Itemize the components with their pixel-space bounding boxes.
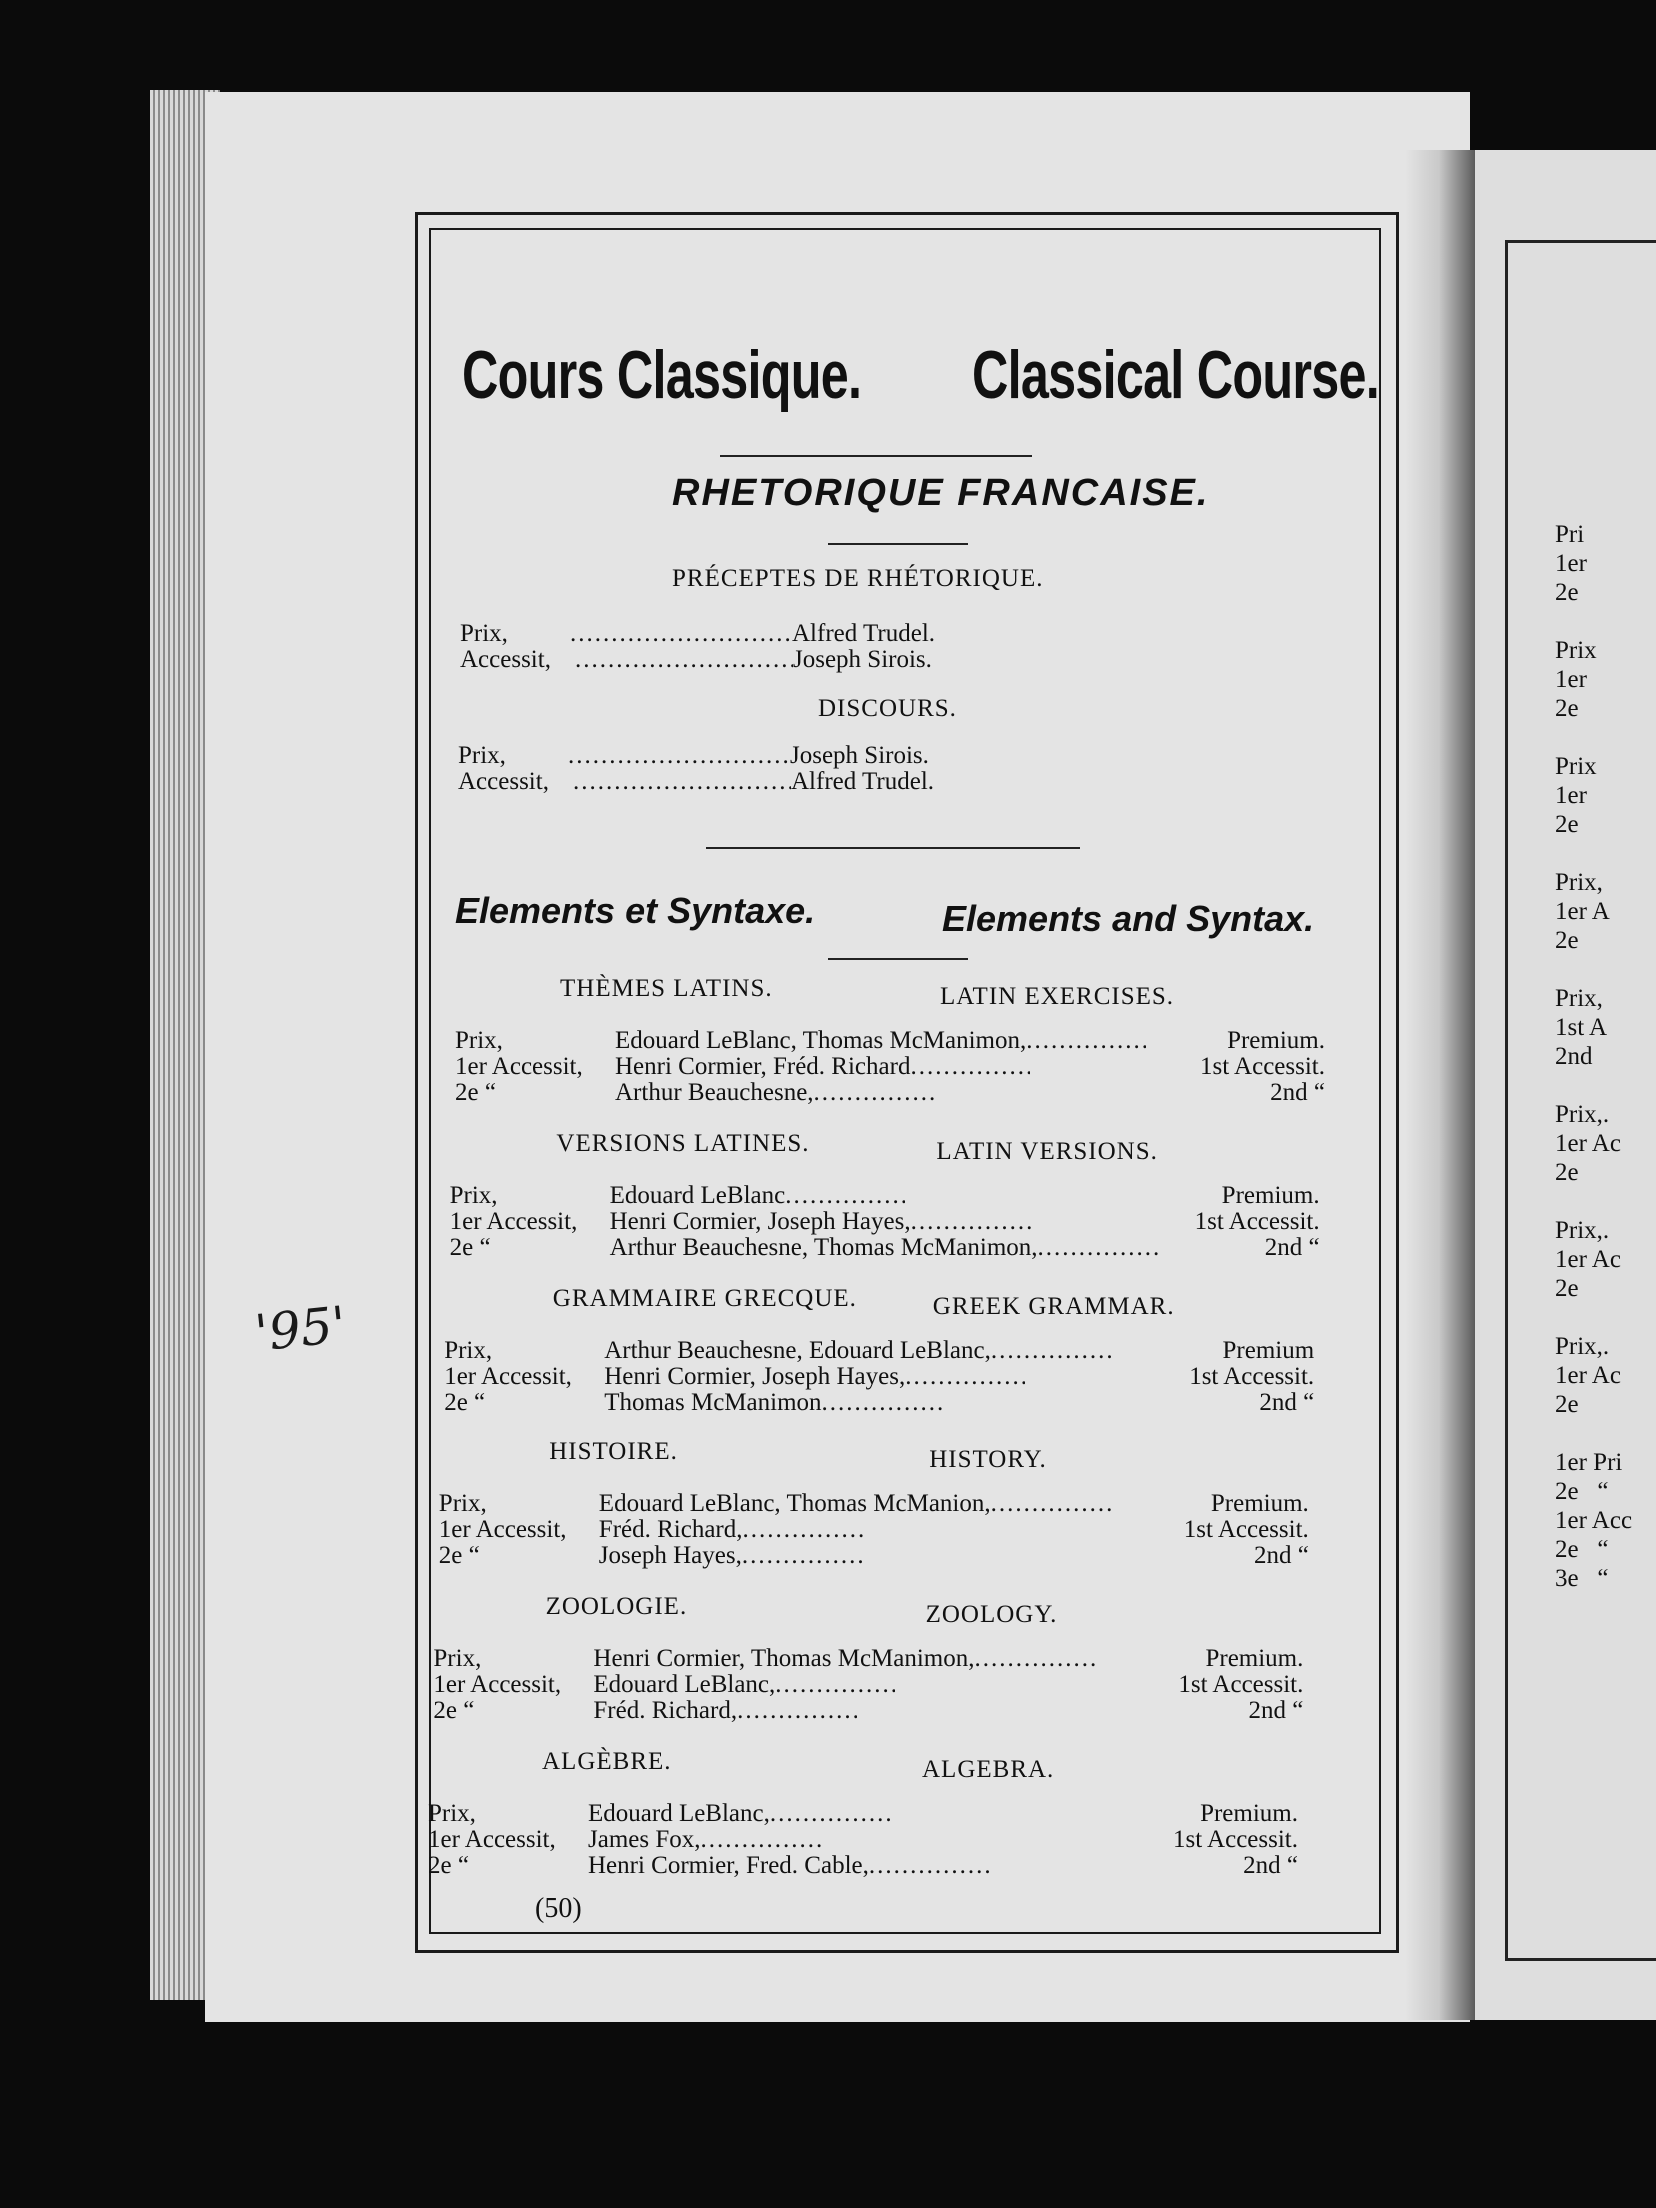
row-names: Edouard LeBlanc,: [593, 1671, 776, 1698]
leader-dots: [770, 1800, 890, 1828]
subject-title-en: LATIN VERSIONS.: [936, 1138, 1158, 1165]
row-names: Fréd. Richard,: [598, 1516, 743, 1543]
award-row: [460, 646, 932, 674]
leader-dots: [991, 1490, 1111, 1518]
row-names: Edouard LeBlanc: [609, 1182, 786, 1209]
rule: [828, 958, 968, 960]
award-row: [450, 1234, 1320, 1262]
row-label: 2e “: [428, 1852, 469, 1879]
section-heading-rhetorique: RHETORIQUE FRANCAISE.: [672, 472, 1210, 514]
row-label: Prix,: [449, 1182, 498, 1209]
leader-dots: [575, 646, 793, 674]
row-award: Premium.: [1227, 1027, 1325, 1054]
award-row: [458, 768, 934, 796]
leader-dots: [775, 1671, 895, 1699]
subject-title-en: GREEK GRAMMAR.: [932, 1293, 1175, 1320]
subject-title-fr: HISTOIRE.: [549, 1438, 678, 1465]
award-row: [455, 1079, 1325, 1107]
row-names: Henri Cormier, Joseph Hayes,: [609, 1208, 911, 1235]
section-heading-elements-fr: Elements et Syntaxe.: [455, 890, 816, 931]
page-number: (50): [535, 1893, 582, 1924]
award-row: [439, 1516, 1309, 1544]
leader-dots: [905, 1363, 1025, 1391]
handwritten-margin-note: '95': [252, 1295, 349, 1363]
row-names: Fréd. Richard,: [593, 1697, 738, 1724]
leader-dots: [1026, 1027, 1146, 1055]
row-label: 2e “: [449, 1234, 491, 1261]
title-english: Classical Course.: [972, 337, 1379, 413]
row-names: Arthur Beauchesne, Edouard LeBlanc,: [604, 1337, 991, 1364]
row-names: Alfred Trudel.: [792, 620, 936, 647]
row-label: Accessit,: [460, 646, 551, 673]
row-names: Henri Cormier, Thomas McManimon,: [593, 1645, 975, 1672]
award-row: [444, 1337, 1314, 1365]
row-award: 1st Accessit.: [1178, 1671, 1304, 1698]
row-award: 2nd “: [1270, 1079, 1325, 1106]
row-award: 2nd “: [1253, 1542, 1309, 1569]
row-award: 2nd “: [1248, 1697, 1304, 1724]
row-label: Prix,: [460, 620, 508, 647]
subject-title-fr: ZOOLOGIE.: [545, 1593, 688, 1620]
row-names: Edouard LeBlanc, Thomas McManimon,: [615, 1027, 1027, 1054]
row-names: Edouard LeBlanc,: [588, 1800, 770, 1827]
leader-dots: [743, 1516, 863, 1544]
row-label: 1er Accessit,: [433, 1671, 562, 1698]
award-row: [428, 1800, 1298, 1828]
subject-title-fr: VERSIONS LATINES.: [556, 1130, 810, 1157]
row-award: Premium: [1222, 1337, 1315, 1364]
row-label: 1er Accessit,: [444, 1363, 572, 1390]
leader-dots: [869, 1852, 989, 1880]
leader-dots: [814, 1079, 934, 1107]
leader-dots: [570, 620, 792, 648]
award-row: [439, 1542, 1309, 1570]
row-label: Prix,: [458, 742, 506, 769]
subject-title-fr: ALGÈBRE.: [542, 1748, 672, 1775]
row-label: 1er Accessit,: [449, 1208, 578, 1235]
subject-title-en: LATIN EXERCISES.: [940, 983, 1175, 1010]
row-award: 2nd “: [1243, 1852, 1298, 1879]
leader-dots: [991, 1337, 1111, 1365]
row-award: 1st Accessit.: [1194, 1208, 1320, 1235]
award-row: [439, 1490, 1309, 1518]
row-award: Premium.: [1210, 1490, 1309, 1517]
leader-dots: [911, 1208, 1031, 1236]
rule: [720, 455, 1032, 457]
row-label: Prix,: [444, 1337, 493, 1364]
award-row: [428, 1826, 1298, 1854]
subsection-title: DISCOURS.: [818, 695, 957, 722]
award-row: [433, 1697, 1303, 1725]
row-names: Henri Cormier, Fréd. Richard: [615, 1053, 911, 1080]
row-label: Prix,: [438, 1490, 487, 1517]
leader-dots: [573, 768, 791, 796]
award-row: [433, 1671, 1303, 1699]
award-row: [444, 1389, 1314, 1417]
row-label: 2e “: [455, 1079, 496, 1106]
row-names: Arthur Beauchesne,: [615, 1079, 814, 1106]
row-label: 2e “: [438, 1542, 480, 1569]
row-award: 2nd “: [1259, 1389, 1315, 1416]
row-award: 2nd “: [1264, 1234, 1320, 1261]
award-row: [455, 1027, 1325, 1055]
row-award: 1st Accessit.: [1183, 1516, 1309, 1543]
leader-dots: [975, 1645, 1095, 1673]
row-label: Prix,: [455, 1027, 503, 1054]
row-names: Joseph Hayes,: [598, 1542, 742, 1569]
subject-title-en: ALGEBRA.: [922, 1756, 1055, 1783]
rule: [706, 847, 1080, 849]
award-row: [428, 1852, 1298, 1880]
row-names: James Fox,: [588, 1826, 701, 1853]
leader-dots: [737, 1697, 857, 1725]
row-label: 1er Accessit,: [428, 1826, 556, 1853]
leader-dots: [785, 1182, 905, 1210]
facing-page-text: Pri 1er 2e Prix 1er 2e Prix 1er 2e Prix, 1er A 2e Prix, 1st A 2nd Prix,. 1er Ac 2e Prix,. 1er Ac 2e Prix,. 1er Ac 2e 1er Pri 2e “ 1er Acc 2e “ 3e “: [1555, 521, 1633, 1592]
row-names: Henri Cormier, Fred. Cable,: [588, 1852, 869, 1879]
leader-dots: [910, 1053, 1030, 1081]
row-label: Prix,: [433, 1645, 482, 1672]
award-row: [458, 742, 929, 770]
row-names: Joseph Sirois.: [793, 646, 932, 673]
subject-title-fr: THÈMES LATINS.: [560, 975, 773, 1002]
title-french: Cours Classique.: [462, 337, 862, 413]
row-names: Edouard LeBlanc, Thomas McManion,: [598, 1490, 991, 1517]
award-row: [450, 1182, 1320, 1210]
award-row: [460, 620, 935, 648]
row-names: Arthur Beauchesne, Thomas McManimon,: [609, 1234, 1038, 1261]
subsection-title: PRÉCEPTES DE RHÉTORIQUE.: [672, 565, 1044, 592]
subject-title-en: ZOOLOGY.: [925, 1601, 1058, 1628]
leader-dots: [1038, 1234, 1158, 1262]
row-award: Premium.: [1205, 1645, 1304, 1672]
row-award: Premium.: [1200, 1800, 1298, 1827]
row-label: 2e “: [433, 1697, 475, 1724]
award-row: [455, 1053, 1325, 1081]
row-label: Accessit,: [458, 768, 549, 795]
leader-dots: [701, 1826, 821, 1854]
leader-dots: [822, 1389, 942, 1417]
subject-title-fr: GRAMMAIRE GRECQUE.: [552, 1285, 857, 1312]
award-row: [444, 1363, 1314, 1391]
row-label: 1er Accessit,: [455, 1053, 583, 1080]
row-names: Henri Cormier, Joseph Hayes,: [604, 1363, 906, 1390]
row-names: Alfred Trudel.: [791, 768, 935, 795]
row-names: Thomas McManimon: [604, 1389, 822, 1416]
row-label: 1er Accessit,: [438, 1516, 567, 1543]
row-names: Joseph Sirois.: [790, 742, 929, 769]
subject-title-en: HISTORY.: [929, 1446, 1047, 1473]
award-row: [450, 1208, 1320, 1236]
award-row: [433, 1645, 1303, 1673]
row-award: 1st Accessit.: [1200, 1053, 1325, 1080]
row-label: 2e “: [444, 1389, 486, 1416]
row-award: 1st Accessit.: [1189, 1363, 1315, 1390]
leader-dots: [568, 742, 790, 770]
row-award: 1st Accessit.: [1173, 1826, 1298, 1853]
row-label: Prix,: [428, 1800, 476, 1827]
rule: [828, 543, 968, 545]
leader-dots: [742, 1542, 862, 1570]
row-award: Premium.: [1221, 1182, 1320, 1209]
section-heading-elements-en: Elements and Syntax.: [942, 898, 1315, 939]
